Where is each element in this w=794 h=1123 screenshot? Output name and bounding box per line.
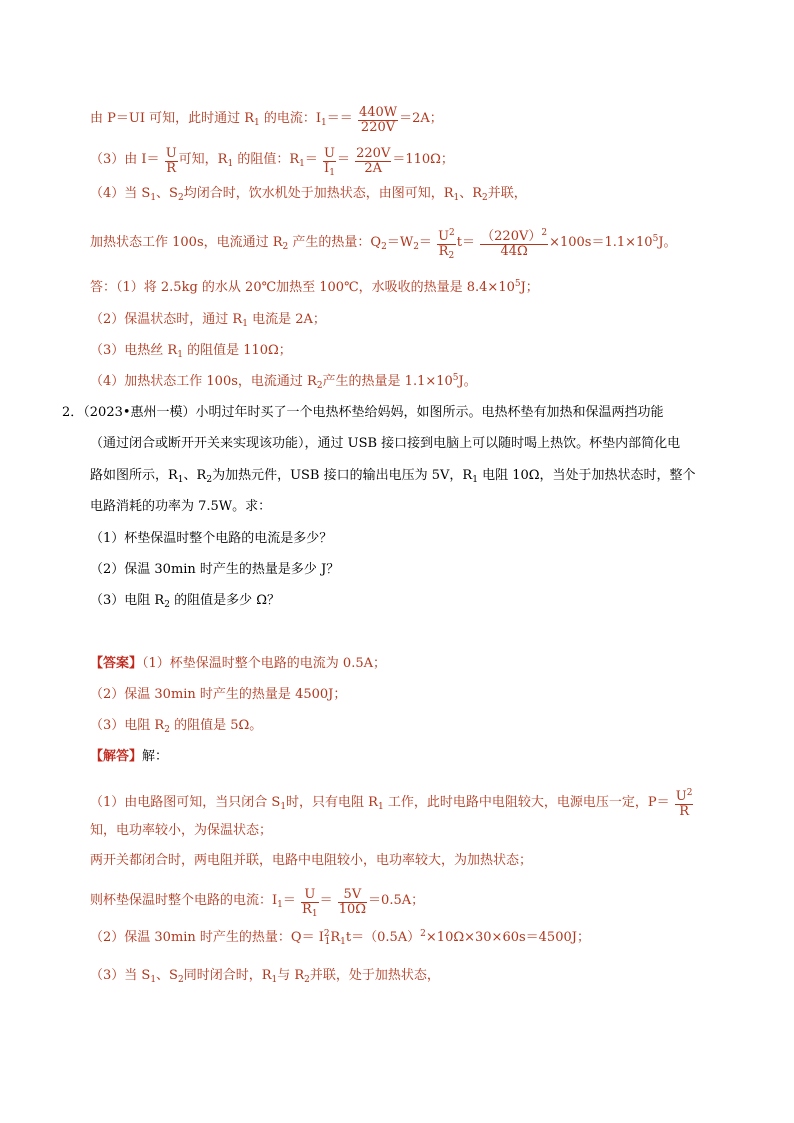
fraction-u2-over-r: $\frac{U^2}{R}$ bbox=[675, 788, 693, 819]
question2-subquestion-3: （3）电阻 $R_2$ 的阻值是多少 Ω？ bbox=[90, 593, 280, 610]
solution-tag: 【解答】 bbox=[90, 749, 143, 764]
answer-tag: 【答案】 bbox=[90, 656, 143, 671]
solution2-line-5: （2）保温 30min 时产生的热量：$Q= I^2_1R_1t=(0.5A)^2\times 10\Omega\times 30\times 60s=4500J$； bbox=[90, 929, 590, 947]
fraction-power-over-voltage: $\frac{440W}{220V}$ bbox=[358, 105, 398, 135]
fraction-u-over-r1: $\frac{U}{R_1}$ bbox=[302, 887, 318, 919]
answer1-line-1: 答：（1）将 2.5kg 的水从 20℃加热至 100℃，水吸收的热量是 $8.4\times 10^5J$； bbox=[90, 279, 539, 295]
question2-line-3: 路如图所示，$R_1$、$R_2$为加热元件，USB 接口的输出电压为 5V，$R_1$ 电阻 10Ω，当处于加热状态时，整个 bbox=[90, 468, 696, 485]
question2-line-4: 电路消耗的功率为 7.5W。求： bbox=[90, 499, 272, 514]
solution2-line-3: 两开关都闭合时，两电阻并联，电路中电阻较小，电功率较大，为加热状态； bbox=[90, 853, 533, 868]
solution2-header: 【解答】解： bbox=[90, 749, 169, 764]
solution1-line-parallel: （4）当 $S_1$、$S_2$均闭合时，饮水机处于加热状态，由图可知，$R_1$、$R_2$并联， bbox=[90, 186, 527, 203]
answer2-line-2: （2）保温 30min 时产生的热量是 4500J； bbox=[90, 687, 347, 702]
question2-line-2: （通过闭合或断开开关来实现该功能），通过 USB 接口接到电脑上可以随时喝上热饮。杯垫内部简化电 bbox=[90, 436, 681, 451]
fraction-u2-over-r2: $\frac{U^2}{R_2}$ bbox=[438, 228, 455, 261]
question2-subquestion-2: （2）保温 30min 时产生的热量是多少 J？ bbox=[90, 562, 340, 577]
solution1-line-current: 由 P＝UI 可知，此时通过 $R_1$ 的电流：$I_1==$ $\frac{440W}{220V}$ ＝2A； bbox=[90, 105, 443, 135]
solution2-line-2: 知，电功率较小，为保温状态； bbox=[90, 823, 273, 838]
solution1-line-resistance: （3）由 I＝ $\frac{U}{R}$ 可知，$R_1$ 的阻值：$R_1=$ $\frac{U}{I_1}$ ＝ $\frac{220V}{2A}$ ＝110Ω； bbox=[90, 146, 454, 178]
answer1-line-2: （2）保温状态时，通过 $R_1$ 电流是 2A； bbox=[90, 312, 326, 329]
fraction-u-over-i1: $\frac{U}{I_1}$ bbox=[324, 146, 335, 178]
fraction-u-over-r: $\frac{U}{R}$ bbox=[165, 146, 177, 176]
fraction-220v2-over-44ohm: $\frac{(220V)^2}{44\Omega}$ bbox=[481, 228, 548, 259]
fraction-220v-over-2a: $\frac{220V}{2A}$ bbox=[356, 146, 391, 176]
answer2-line-1: 【答案】（1）杯垫保温时整个电路的电流为 0.5A； bbox=[90, 656, 386, 671]
question2-subquestion-1: （1）杯垫保温时整个电路的电流是多少？ bbox=[90, 531, 333, 546]
answer1-line-3: （3）电热丝 $R_1$ 的阻值是 110Ω； bbox=[90, 343, 292, 360]
answer1-line-4: （4）加热状态工作 100s，电流通过 $R_2$产生的热量是 $1.1\times 10^5J$。 bbox=[90, 373, 477, 391]
solution1-line-heat: 加热状态工作 100s，电流通过 $R_2$ 产生的热量：$Q_2=W_2=$ $\frac{U^2}{R_2}$ t＝ $\frac{(220V)^2}{44\Omega}$ $\times 100s=1.1\times 10^5J$。 bbox=[90, 228, 677, 261]
fraction-5v-over-10ohm: $\frac{5V}{10\Omega}$ bbox=[338, 887, 367, 917]
question2-line-1: 2．（2023•惠州一模）小明过年时买了一个电热杯垫给妈妈，如图所示。电热杯垫有加热和保温两挡功能 bbox=[62, 405, 664, 420]
solution2-line-4: 则杯垫保温时整个电路的电流：$I_1=$ $\frac{U}{R_1}$ ＝ $\frac{5V}{10\Omega}$ ＝0.5A； bbox=[90, 887, 425, 919]
solution2-line-6: （3）当 $S_1$、$S_2$同时闭合时，$R_1$与 $R_2$并联，处于加热状态， bbox=[90, 968, 440, 985]
solution2-line-1: （1）由电路图可知，当只闭合 $S_1$时，只有电阻 $R_1$ 工作，此时电路中电阻较大，电源电压一定，P＝ $\frac{U^2}{R}$ bbox=[90, 788, 693, 819]
answer2-line-3: （3）电阻 $R_2$ 的阻值是 5Ω。 bbox=[90, 718, 263, 735]
